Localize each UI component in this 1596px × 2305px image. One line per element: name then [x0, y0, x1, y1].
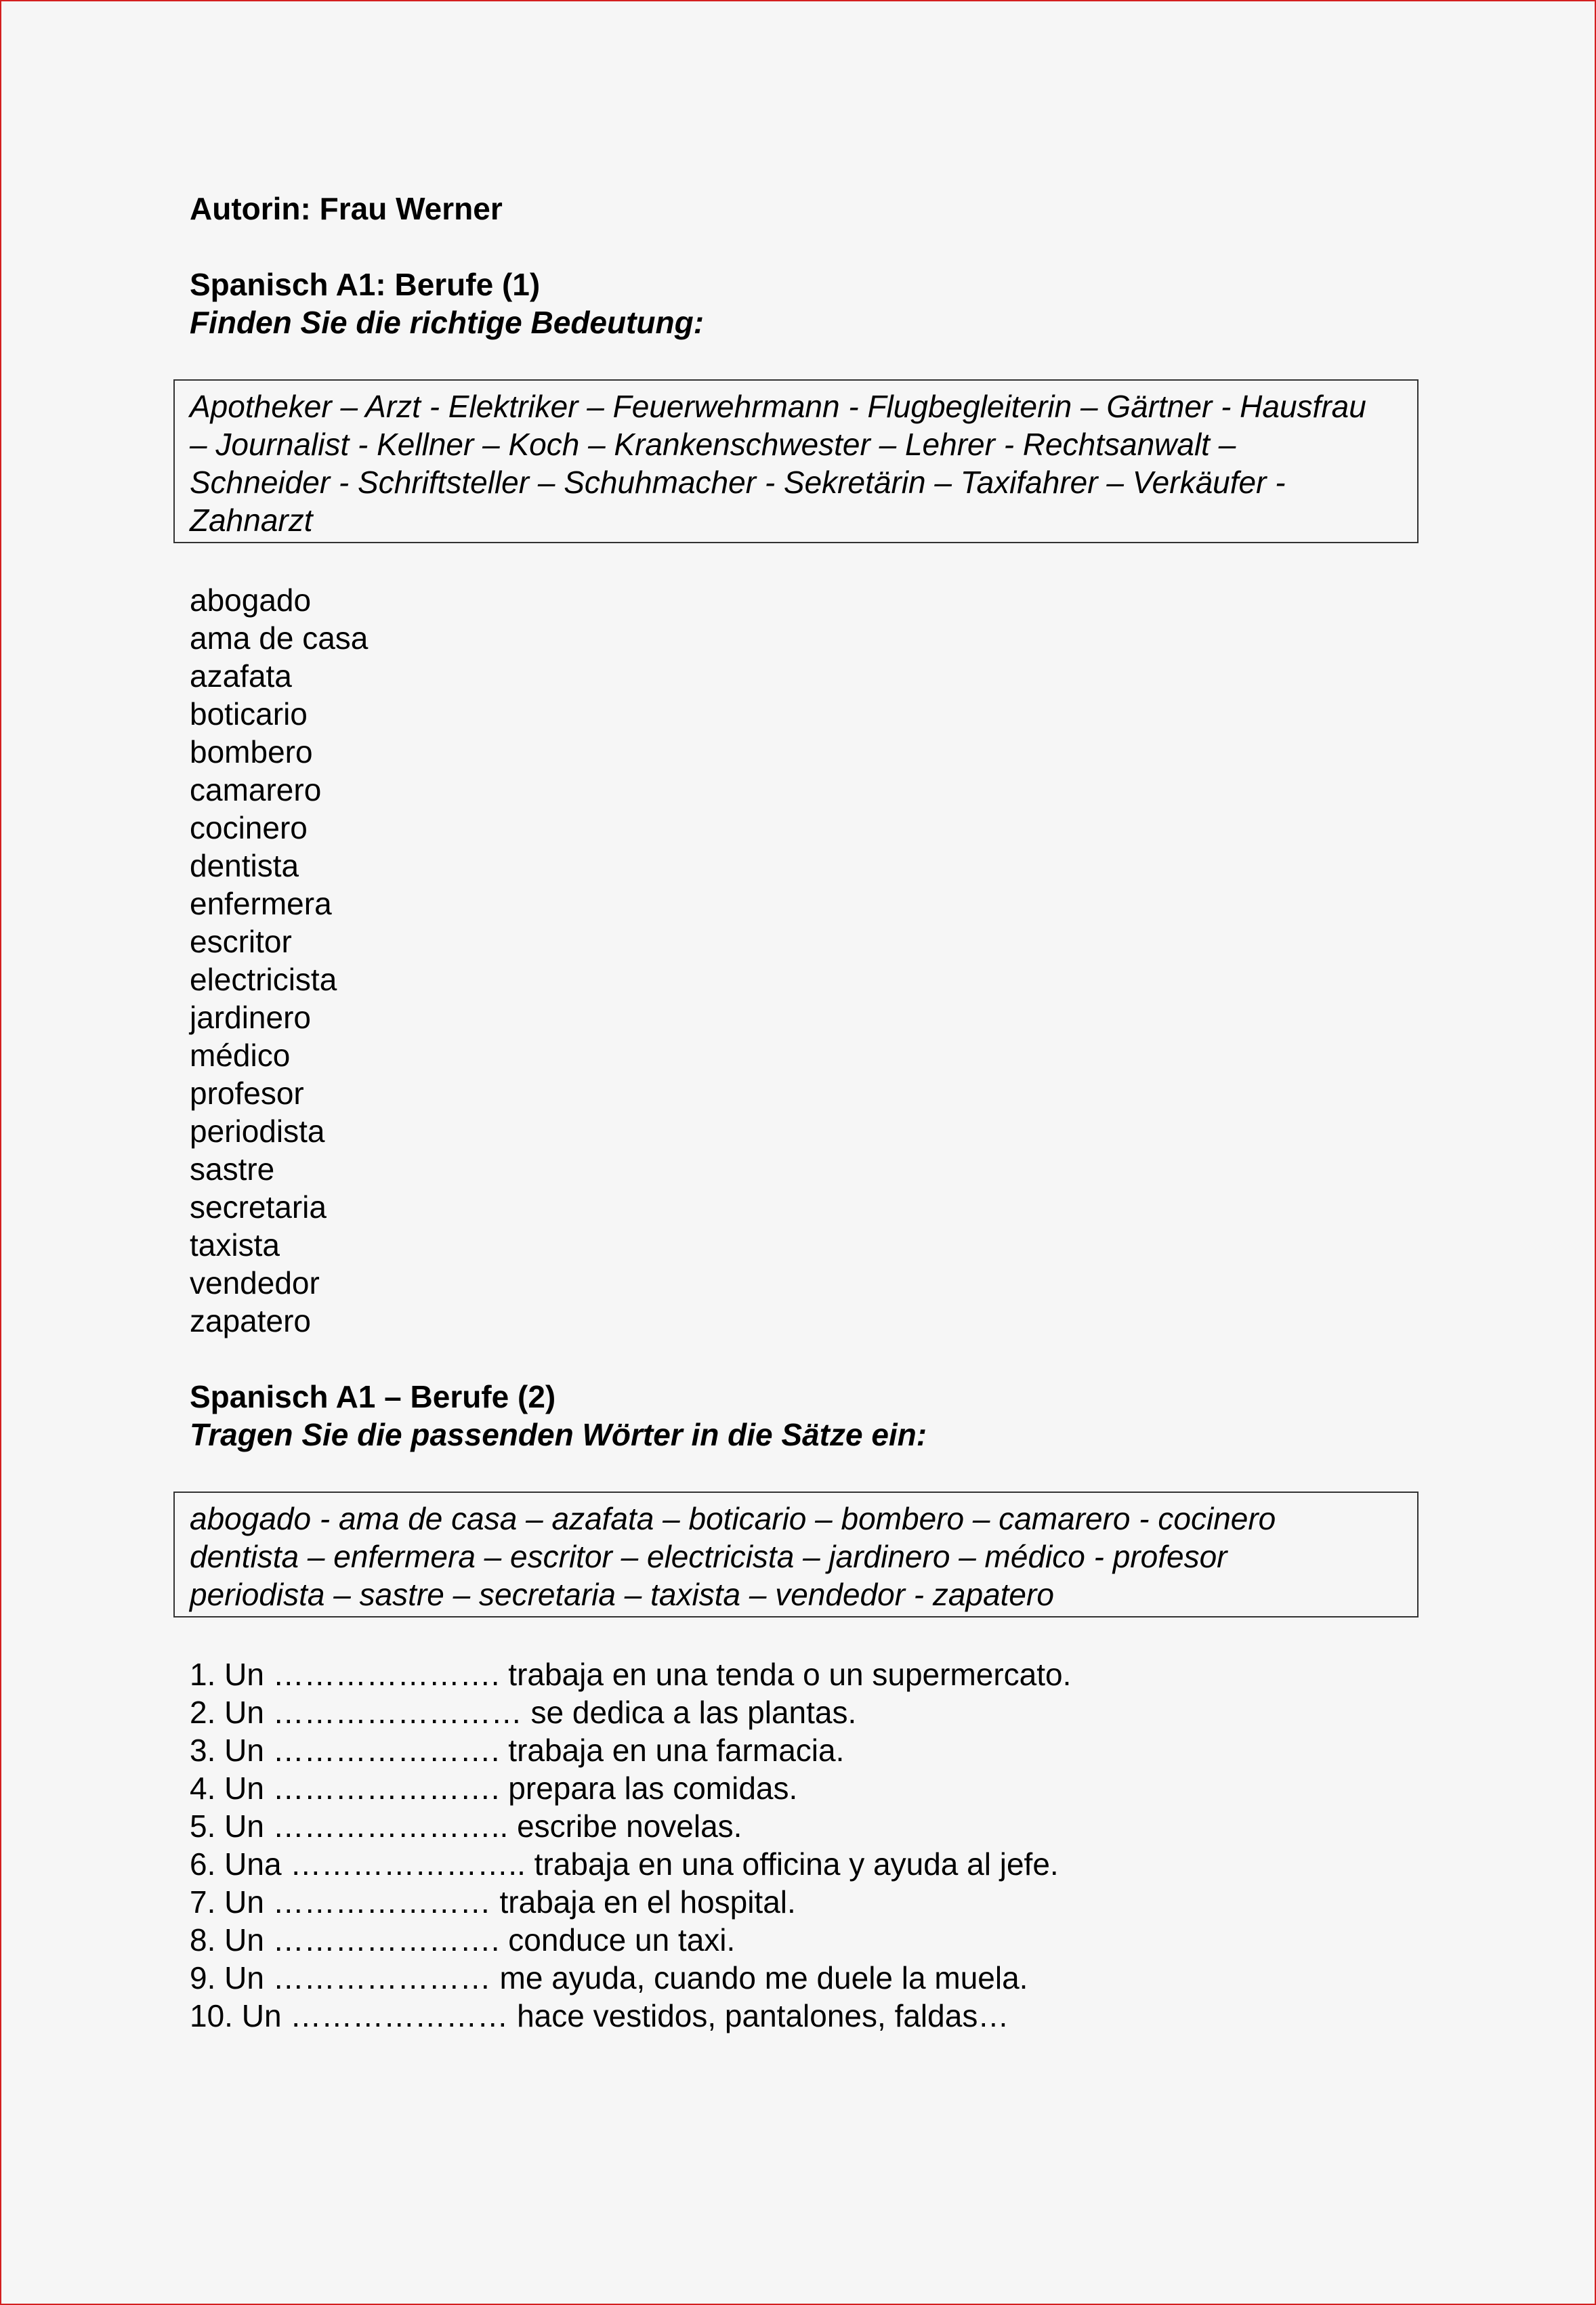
- exercise-sentence: 5. Un ………………….. escribe novelas.: [190, 1809, 742, 1844]
- word-box-line: Apotheker – Arzt - Elektriker – Feuerwehrmann - Flugbegleiterin – Gärtner - Hausfrau: [190, 389, 1366, 424]
- list-item: secretaria: [190, 1189, 327, 1225]
- worksheet: [190, 190, 1423, 2035]
- list-item: electricista: [190, 962, 337, 997]
- list-item: enfermera: [190, 886, 332, 921]
- list-item: jardinero: [190, 1000, 311, 1035]
- word-box-line: periodista – sastre – secretaria – taxista – vendedor - zapatero: [190, 1577, 1054, 1612]
- spacer: [190, 1340, 1423, 1378]
- spacer: [190, 543, 1423, 581]
- exercise-sentence: 1. Un …………………. trabaja en una tenda o un supermercato.: [190, 1657, 1072, 1692]
- exercise-sentence: 3. Un …………………. trabaja en una farmacia.: [190, 1733, 845, 1768]
- exercise-sentence: 4. Un …………………. prepara las comidas.: [190, 1771, 798, 1806]
- list-item: boticario: [190, 696, 308, 732]
- list-item: sastre: [190, 1151, 275, 1187]
- spacer: [190, 1617, 1423, 1655]
- part1-word-box: [173, 379, 1419, 543]
- list-item: abogado: [190, 583, 312, 618]
- spacer: [190, 341, 1423, 379]
- list-item: ama de casa: [190, 620, 369, 656]
- spacer: [190, 228, 1423, 266]
- word-box-line: Schneider - Schriftsteller – Schuhmacher - Sekretärin – Taxifahrer – Verkäufer -: [190, 465, 1286, 500]
- part2-sentence-list: [190, 1655, 1423, 2035]
- word-box-line: abogado - ama de casa – azafata – boticario – bombero – camarero - cocinero: [190, 1501, 1276, 1536]
- exercise-sentence: 6. Una ………………….. trabaja en una officina y ayuda al jefe.: [190, 1846, 1059, 1882]
- list-item: bombero: [190, 734, 313, 769]
- part1-instruction: Finden Sie die richtige Bedeutung:: [190, 305, 705, 340]
- list-item: dentista: [190, 848, 299, 883]
- list-item: periodista: [190, 1114, 325, 1149]
- exercise-sentence: 7. Un ………………… trabaja en el hospital.: [190, 1884, 796, 1920]
- part2-word-box: [173, 1492, 1419, 1617]
- list-item: escritor: [190, 924, 292, 959]
- part1-word-list: [190, 581, 1423, 1340]
- exercise-sentence: 10. Un ………………… hace vestidos, pantalones, faldas…: [190, 1998, 1009, 2033]
- list-item: vendedor: [190, 1265, 320, 1300]
- list-item: cocinero: [190, 810, 308, 845]
- list-item: profesor: [190, 1076, 304, 1111]
- part1-title: Spanisch A1: Berufe (1): [190, 267, 541, 302]
- list-item: azafata: [190, 658, 292, 694]
- list-item: taxista: [190, 1227, 280, 1263]
- list-item: médico: [190, 1038, 291, 1073]
- list-item: camarero: [190, 772, 322, 807]
- part2-instruction: Tragen Sie die passenden Wörter in die Sätze ein:: [190, 1417, 927, 1452]
- word-box-line: – Journalist - Kellner – Koch – Krankenschwester – Lehrer - Rechtsanwalt –: [190, 427, 1236, 462]
- author-line: Autorin: Frau Werner: [190, 191, 503, 226]
- list-item: zapatero: [190, 1303, 312, 1338]
- exercise-sentence: 8. Un …………………. conduce un taxi.: [190, 1922, 736, 1958]
- word-box-line: Zahnarzt: [190, 503, 313, 538]
- word-box-line: dentista – enfermera – escritor – electricista – jardinero – médico - profesor: [190, 1539, 1227, 1574]
- exercise-sentence: 2. Un …………………… se dedica a las plantas.: [190, 1695, 857, 1730]
- part2-title: Spanisch A1 – Berufe (2): [190, 1379, 556, 1414]
- spacer: [190, 1454, 1423, 1492]
- exercise-sentence: 9. Un ………………… me ayuda, cuando me duele la muela.: [190, 1960, 1028, 1995]
